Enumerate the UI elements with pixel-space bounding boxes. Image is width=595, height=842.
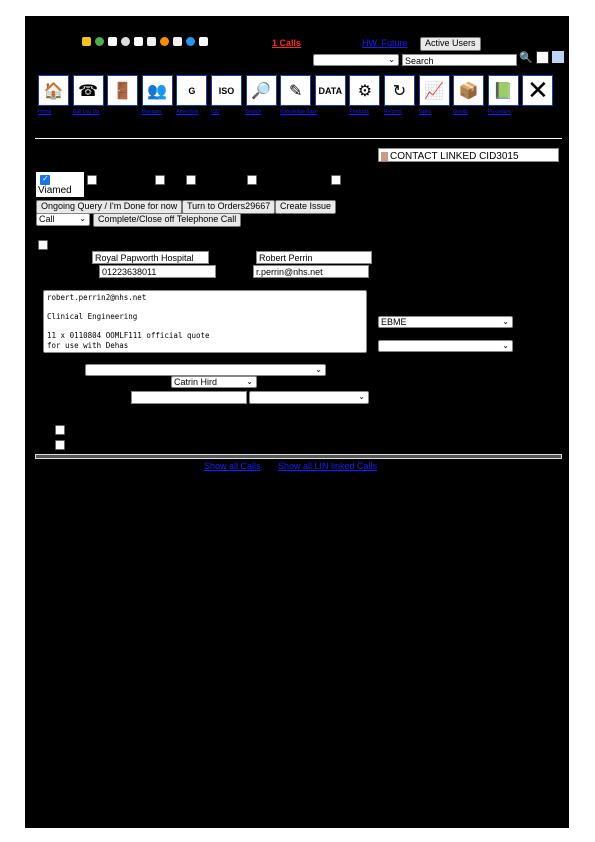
toolbar-label[interactable]: Returns — [384, 109, 402, 115]
toolbar-box-icon[interactable] — [453, 75, 484, 106]
toolbar-label[interactable]: Call Log Dis — [72, 109, 100, 115]
toolbar-book-icon[interactable] — [488, 75, 519, 106]
viamed-label: Viamed — [38, 185, 72, 196]
toolbar-refresh-icon[interactable] — [384, 75, 415, 106]
telephone-icon: ☎ — [78, 82, 99, 100]
assigned-user-value: Catrin Hird — [174, 377, 218, 387]
complete-call-button[interactable]: Complete/Close off Telephone Call — [93, 213, 241, 227]
toolbar-label[interactable]: Procedure — [487, 109, 511, 115]
calls-link[interactable]: 1 Calls — [272, 38, 302, 48]
divider-top — [35, 138, 562, 139]
contact-icon — [381, 152, 388, 161]
toolbar-exit-door-icon[interactable] — [107, 75, 138, 106]
toolbar-label[interactable]: Goods — [453, 109, 468, 115]
toolbar-label[interactable]: Advertisin — [176, 109, 199, 115]
extra-input[interactable] — [131, 391, 247, 404]
turn-to-orders-button[interactable]: Turn to Orders29667 — [182, 200, 275, 214]
google-icon: G — [188, 85, 196, 96]
home-icon: 🏠 — [43, 82, 64, 100]
mail-icon[interactable] — [173, 37, 182, 46]
notes-line — [47, 322, 363, 332]
toolbar-label[interactable]: Products — [349, 109, 370, 115]
option-checkbox-1[interactable] — [87, 175, 97, 185]
phone-field[interactable]: 01223638011 — [99, 265, 216, 278]
network-icon[interactable] — [552, 51, 564, 63]
toolbar-notepad-icon[interactable] — [280, 75, 311, 106]
email-field[interactable]: r.perrin@nhs.net — [253, 265, 369, 278]
extra-checkbox[interactable] — [38, 240, 48, 250]
show-lin-linked-calls-link[interactable]: Show all LIN linked Calls — [278, 461, 378, 471]
toolbar-magnifier-icon[interactable] — [246, 75, 277, 106]
search-icon[interactable]: 🔍 — [519, 52, 533, 64]
toolbar-label[interactable]: Manager — [141, 109, 162, 115]
notes-line: robert.perrin2@nhs.net — [47, 293, 147, 302]
gears-icon: ⚙ — [357, 82, 373, 100]
refresh-icon: ↻ — [392, 82, 407, 100]
toolbar-label[interactable]: Search — [245, 109, 262, 115]
option-checkbox-3[interactable] — [186, 175, 196, 185]
notepad-icon: ✎ — [288, 82, 303, 100]
assigned-user-select[interactable]: Catrin Hird ⌄ — [171, 376, 257, 388]
contact-name-field[interactable]: Robert Perrin — [256, 251, 372, 264]
mini-icon-row — [82, 37, 212, 49]
toolbar-google-icon[interactable] — [176, 75, 207, 106]
palette-icon[interactable] — [199, 37, 208, 46]
users-icon: 👥 — [147, 82, 168, 100]
book-icon: 📗 — [493, 82, 514, 100]
settings-icon[interactable] — [121, 37, 130, 46]
divider-bottom — [35, 454, 562, 459]
calendar-icon[interactable] — [134, 37, 143, 46]
contact-linked-text: CONTACT LINKED CID3015 — [390, 151, 519, 162]
bottom-checkbox-2[interactable] — [55, 440, 65, 450]
toolbar-label[interactable]: Knowledge Base — [280, 109, 318, 115]
toolbar-label[interactable]: ISO — [211, 109, 220, 115]
iso-icon: ISO — [218, 85, 235, 96]
toolbar-gears-icon[interactable] — [349, 75, 380, 106]
show-all-calls-link[interactable]: Show all Calls — [204, 461, 261, 471]
hospital-field[interactable]: Royal Papworth Hospital — [92, 251, 209, 264]
pencil-icon[interactable] — [108, 37, 117, 46]
search-scope-select[interactable]: ⌄ — [313, 54, 399, 66]
ongoing-query-button[interactable]: Ongoing Query / I'm Done for now — [36, 200, 182, 214]
department-value: EBME — [381, 317, 407, 327]
option-checkbox-5[interactable] — [331, 175, 341, 185]
search-input[interactable]: Search — [402, 54, 517, 66]
toolbar-chart-icon[interactable] — [419, 75, 450, 106]
notes-textarea[interactable] — [43, 290, 367, 353]
toolbar-close-icon[interactable] — [522, 75, 553, 106]
toolbar-users-icon[interactable] — [142, 75, 173, 106]
bottom-checkbox-1[interactable] — [55, 425, 65, 435]
call-type-value: Call — [39, 214, 55, 224]
box-icon: 📦 — [458, 82, 479, 100]
star-icon[interactable] — [82, 37, 91, 46]
notes-content — [47, 293, 363, 351]
option-checkbox-2[interactable] — [155, 175, 165, 185]
toolbar-opera-data-icon[interactable] — [315, 75, 346, 106]
toolbar-iso-icon[interactable] — [211, 75, 242, 106]
call-type-select[interactable]: Call ⌄ — [36, 213, 90, 226]
notes-line: for use with Dehas — [47, 340, 129, 350]
notes-line: 11 x 0110804 OOMLF111 official quote — [47, 331, 210, 341]
notes-line — [47, 303, 363, 313]
chart-icon: 📈 — [424, 82, 445, 100]
document-icon[interactable] — [147, 37, 156, 46]
orange-icon[interactable] — [160, 37, 169, 46]
department-select[interactable]: EBME ⌄ — [378, 316, 513, 328]
active-users-button[interactable]: Active Users — [420, 37, 481, 51]
create-issue-button[interactable]: Create Issue — [275, 200, 336, 214]
close-icon: ✕ — [526, 75, 549, 105]
globe-icon[interactable] — [186, 37, 195, 46]
gear-icon[interactable] — [95, 37, 104, 46]
option-checkbox-4[interactable] — [247, 175, 257, 185]
toolbar-home-icon[interactable] — [38, 75, 69, 106]
magnifier-icon: 🔎 — [251, 82, 272, 100]
extra-select[interactable]: ⌄ — [249, 391, 369, 404]
toolbar-label[interactable]: Sales — [418, 109, 432, 115]
edit-icon[interactable] — [536, 51, 549, 64]
opera-data-icon: DATA — [318, 85, 343, 96]
toolbar-label[interactable]: Home — [38, 109, 52, 115]
notes-line: Clinical Engineering — [47, 312, 138, 322]
contact-linked-field — [378, 148, 559, 162]
toolbar-telephone-icon[interactable] — [73, 75, 104, 106]
department2-select[interactable]: ⌄ — [378, 340, 513, 352]
viamed-checkbox[interactable] — [40, 175, 50, 185]
category-select[interactable]: ⌄ — [85, 364, 326, 376]
exit-door-icon: 🚪 — [112, 82, 133, 100]
hw-future-link[interactable]: HW. Future — [362, 38, 408, 48]
